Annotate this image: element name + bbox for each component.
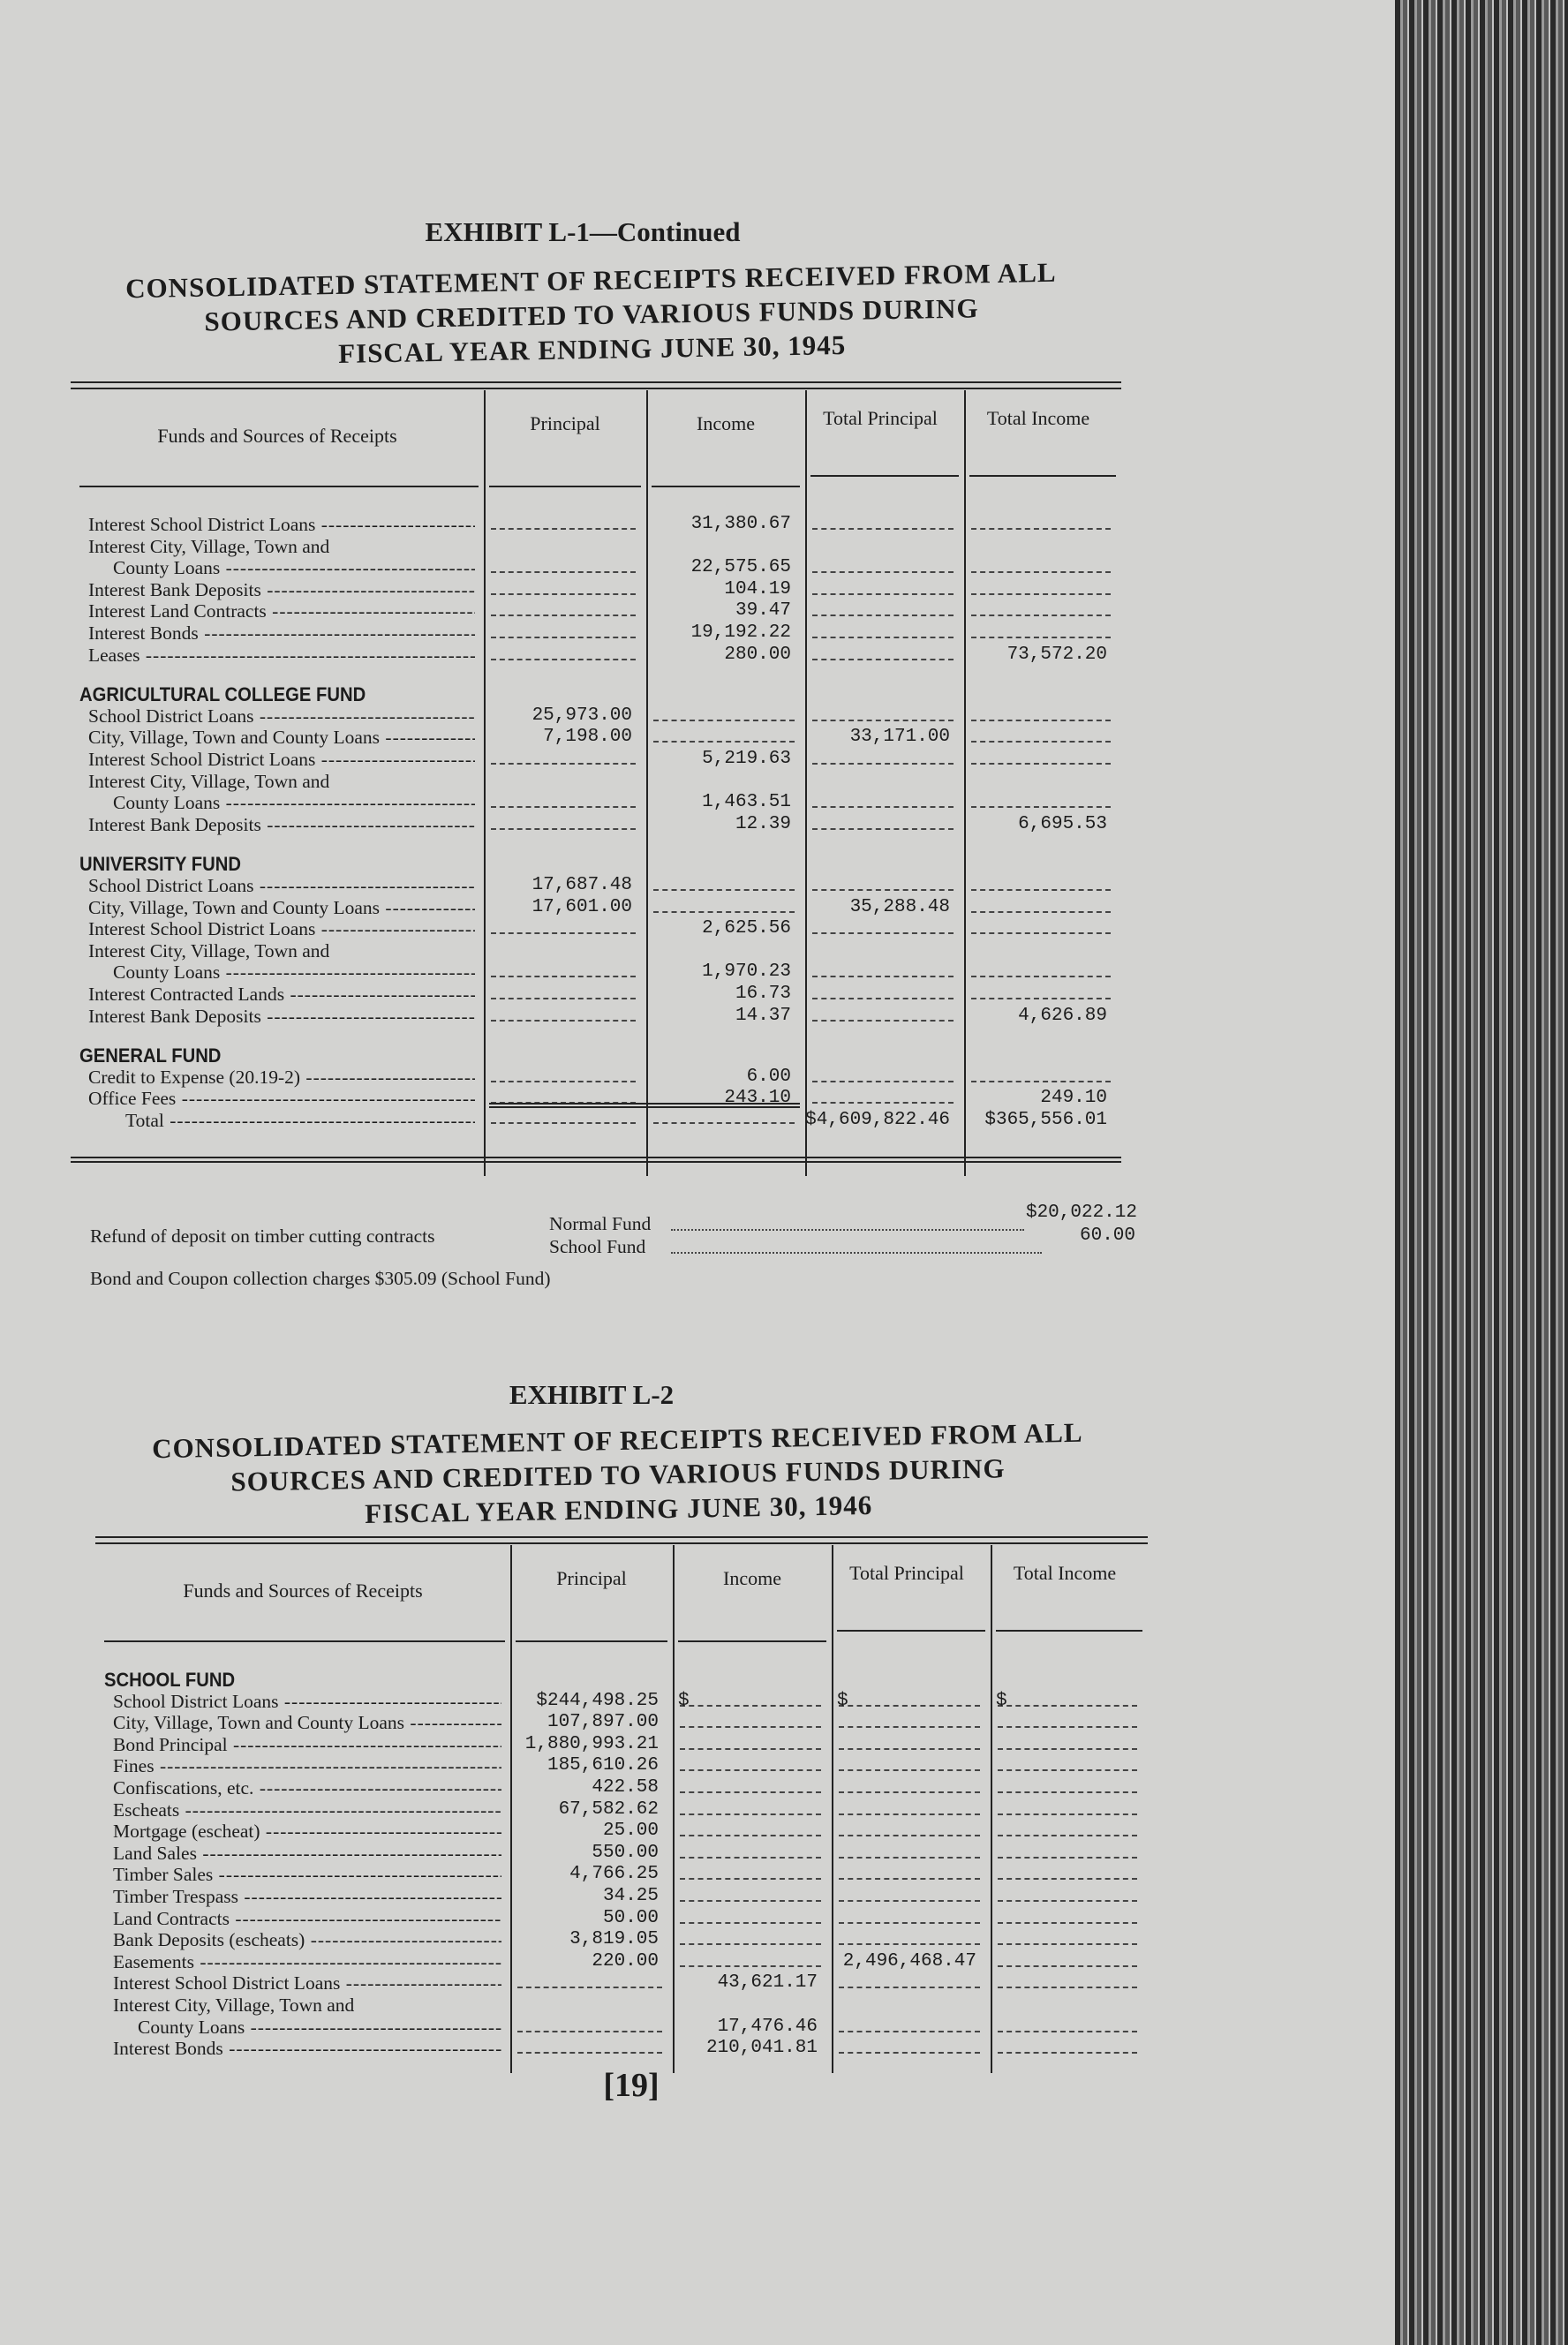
empty-cell-leader — [971, 976, 1111, 977]
row-label: Easements ----- — [113, 1951, 501, 1973]
title-line: FISCAL YEAR ENDING JUNE 30, 1946 — [364, 1489, 873, 1530]
empty-cell-leader — [971, 615, 1111, 616]
row-label: Confiscations, etc. ----- — [113, 1777, 501, 1799]
row-label: Fines ----- — [113, 1755, 501, 1777]
row-label: County Loans ----- — [113, 961, 475, 984]
table-row — [0, 984, 1413, 1005]
row-label: Interest Land Contracts ----- — [88, 600, 475, 622]
cell-principal: 25,973.00 — [531, 705, 632, 726]
table-row — [0, 940, 1413, 961]
fund-group-heading: SCHOOL FUND — [104, 1669, 236, 1691]
empty-cell-leader — [812, 615, 954, 616]
empty-cell-leader — [491, 637, 636, 638]
row-label: Interest School District Loans ----- — [88, 514, 475, 536]
total-rule — [489, 1106, 800, 1108]
empty-cell-leader — [971, 593, 1111, 595]
title-line: SOURCES AND CREDITED TO VARIOUS FUNDS DURING — [230, 1452, 1006, 1497]
table-bottom-rule — [71, 1161, 1121, 1163]
empty-cell-leader — [812, 806, 954, 808]
title-line: CONSOLIDATED STATEMENT OF RECEIPTS RECEIVED FROM ALL — [151, 1416, 1083, 1465]
empty-cell-leader — [839, 1878, 980, 1880]
table-row — [0, 1691, 1413, 1712]
table-row — [0, 1110, 1413, 1131]
fund-group-heading: GENERAL FUND — [79, 1044, 222, 1067]
normal-fund-amount: $20,022.12 — [1025, 1203, 1137, 1223]
table-row — [0, 1908, 1413, 1929]
empty-cell-leader — [998, 2031, 1137, 2032]
empty-cell-leader — [998, 1987, 1137, 1988]
cell-total-income: $365,556.01 — [984, 1110, 1107, 1130]
empty-cell-leader — [971, 932, 1111, 934]
table-row — [0, 1777, 1413, 1798]
header-underline — [810, 475, 959, 477]
empty-cell-leader — [839, 1943, 980, 1945]
header-total-principal: Total Principal — [849, 1562, 964, 1584]
empty-cell-leader — [998, 1943, 1137, 1945]
empty-cell-leader — [812, 932, 954, 934]
title-line: CONSOLIDATED STATEMENT OF RECEIPTS RECEIVED FROM ALL — [124, 256, 1057, 305]
normal-fund-label: Normal Fund — [549, 1213, 652, 1234]
header-income: Income — [723, 1567, 781, 1589]
table-row — [0, 1886, 1413, 1907]
empty-cell-leader — [680, 1791, 821, 1793]
cell-principal: 422.58 — [592, 1777, 659, 1798]
cell-income: 210,041.81 — [705, 2038, 818, 2059]
row-label: Interest City, Village, Town and — [113, 1994, 355, 2016]
empty-cell-leader — [812, 1020, 954, 1022]
empty-cell-leader — [971, 763, 1111, 765]
header-underline — [79, 486, 479, 487]
empty-cell-leader — [839, 1705, 980, 1707]
dollar-sign: $ — [837, 1690, 848, 1711]
dollar-sign: $ — [996, 1690, 1007, 1711]
empty-cell-leader — [812, 637, 954, 638]
header-total-principal: Total Principal — [823, 407, 938, 429]
cell-income: 243.10 — [724, 1088, 791, 1109]
row-label: County Loans ----- — [113, 557, 475, 579]
table-row — [0, 579, 1413, 600]
row-label: County Loans ----- — [113, 792, 475, 814]
fund-group-heading: UNIVERSITY FUND — [79, 853, 241, 876]
empty-cell-leader — [680, 1835, 821, 1836]
row-label: Interest City, Village, Town and — [88, 535, 330, 557]
cell-income: 6.00 — [746, 1066, 791, 1087]
fund-group-heading: AGRICULTURAL COLLEGE FUND — [79, 683, 366, 706]
empty-cell-leader — [812, 659, 954, 660]
header-underline — [489, 486, 641, 487]
empty-cell-leader — [491, 763, 636, 765]
empty-cell-leader — [491, 1122, 636, 1124]
empty-cell-leader — [491, 976, 636, 977]
row-label: Land Contracts ----- — [113, 1908, 501, 1930]
empty-cell-leader — [998, 1900, 1137, 1902]
table-row — [0, 622, 1413, 644]
empty-cell-leader — [680, 1705, 821, 1707]
row-label: Credit to Expense (20.19-2) ----- — [88, 1067, 475, 1089]
cell-principal: 34.25 — [602, 1886, 659, 1906]
empty-cell-leader — [491, 806, 636, 808]
cell-income: 280.00 — [724, 644, 791, 665]
table-row — [0, 1712, 1413, 1733]
cell-income: 104.19 — [724, 578, 791, 599]
empty-cell-leader — [680, 1769, 821, 1771]
exhibit-title — [52, 253, 1131, 375]
row-label: County Loans ----- — [138, 2017, 501, 2039]
cell-total-principal: $4,609,822.46 — [805, 1110, 950, 1130]
empty-cell-leader — [653, 720, 795, 721]
row-label: City, Village, Town and County Loans ----- — [88, 897, 475, 919]
table-row — [0, 600, 1413, 622]
row-label: Timber Sales ----- — [113, 1864, 501, 1886]
empty-cell-leader — [812, 1081, 954, 1082]
table-row — [0, 1799, 1413, 1821]
table-row — [0, 792, 1413, 813]
cell-total-income: 4,626.89 — [1018, 1005, 1107, 1026]
empty-cell-leader — [971, 528, 1111, 530]
empty-cell-leader — [812, 976, 954, 977]
row-label: Bond Principal ----- — [113, 1734, 501, 1756]
empty-cell-leader — [680, 1726, 821, 1728]
empty-cell-leader — [998, 1965, 1137, 1967]
row-label: Interest City, Village, Town and — [88, 770, 330, 792]
bond-coupon-note: Bond and Coupon collection charges $305.09 (School Fund) — [90, 1268, 551, 1289]
empty-cell-leader — [971, 998, 1111, 999]
cell-income: 22,575.65 — [690, 557, 791, 578]
table-row — [0, 727, 1413, 748]
empty-cell-leader — [839, 2052, 980, 2054]
table-row — [0, 1734, 1413, 1755]
empty-cell-leader — [839, 1922, 980, 1924]
table-row — [0, 918, 1413, 939]
empty-cell-leader — [680, 1857, 821, 1859]
table-row — [0, 1929, 1413, 1950]
empty-cell-leader — [491, 593, 636, 595]
table-rule — [95, 1536, 1148, 1538]
table-row — [0, 705, 1413, 727]
empty-cell-leader — [839, 1987, 980, 1988]
empty-cell-leader — [491, 828, 636, 830]
cell-principal: 185,610.26 — [547, 1755, 659, 1776]
cell-principal: 50.00 — [602, 1907, 659, 1928]
cell-income: 14.37 — [735, 1005, 791, 1026]
cell-income: 31,380.67 — [690, 514, 791, 534]
empty-cell-leader — [971, 741, 1111, 743]
cell-principal: 107,897.00 — [547, 1712, 659, 1733]
table-bottom-rule — [71, 1157, 1121, 1158]
header-underline — [969, 475, 1116, 477]
table-rule — [71, 381, 1121, 383]
empty-cell-leader — [839, 1813, 980, 1815]
empty-cell-leader — [491, 659, 636, 660]
empty-cell-leader — [653, 889, 795, 891]
empty-cell-leader — [680, 1922, 821, 1924]
empty-cell-leader — [517, 2031, 662, 2032]
row-label: City, Village, Town and County Loans ----- — [113, 1712, 501, 1734]
cell-principal: 220.00 — [592, 1950, 659, 1972]
row-label: Leases ----- — [88, 645, 475, 667]
empty-cell-leader — [839, 2031, 980, 2032]
table-row — [0, 2017, 1413, 2038]
cell-principal: 4,766.25 — [569, 1864, 659, 1885]
header-income: Income — [697, 412, 755, 434]
cell-income: 17,476.46 — [717, 2016, 818, 2037]
empty-cell-leader — [812, 889, 954, 891]
header-underline — [516, 1640, 667, 1642]
row-label: Total ----- — [125, 1110, 475, 1132]
row-label: Interest Bank Deposits ----- — [88, 579, 475, 601]
title-line: FISCAL YEAR ENDING JUNE 30, 1945 — [337, 328, 847, 370]
empty-cell-leader — [812, 528, 954, 530]
empty-cell-leader — [491, 932, 636, 934]
table-row — [0, 2038, 1413, 2059]
page-number: [19] — [603, 2067, 660, 2104]
header-funds: Funds and Sources of Receipts — [183, 1580, 423, 1602]
row-label: Interest Contracted Lands ----- — [88, 984, 475, 1006]
empty-cell-leader — [491, 1020, 636, 1022]
empty-cell-leader — [998, 1835, 1137, 1836]
table-rule — [95, 1542, 1148, 1544]
empty-cell-leader — [812, 720, 954, 721]
row-label: Land Sales ----- — [113, 1843, 501, 1865]
row-label: School District Loans ----- — [88, 875, 475, 897]
header-principal: Principal — [530, 412, 600, 434]
empty-cell-leader — [680, 1813, 821, 1815]
table-row — [0, 875, 1413, 896]
row-label: Interest Bank Deposits ----- — [88, 814, 475, 836]
table-row — [0, 1972, 1413, 1994]
empty-cell-leader — [653, 911, 795, 913]
cell-total-principal: 33,171.00 — [849, 727, 950, 748]
header-underline — [678, 1640, 826, 1642]
cell-income: 1,463.51 — [702, 792, 791, 813]
table-row — [0, 749, 1413, 770]
empty-cell-leader — [653, 741, 795, 743]
exhibit-heading: EXHIBIT L-2 — [509, 1379, 675, 1410]
empty-cell-leader — [491, 615, 636, 616]
empty-cell-leader — [998, 1922, 1137, 1924]
empty-cell-leader — [812, 1102, 954, 1104]
cell-income: 39.47 — [735, 600, 791, 622]
cell-total-income: 6,695.53 — [1018, 813, 1107, 834]
row-label: Bank Deposits (escheats) ----- — [113, 1929, 501, 1951]
empty-cell-leader — [971, 637, 1111, 638]
header-underline — [104, 1640, 505, 1642]
empty-cell-leader — [998, 1857, 1137, 1859]
table-row — [0, 771, 1413, 792]
cell-total-principal: 35,288.48 — [849, 896, 950, 917]
table-row — [0, 897, 1413, 918]
table-row — [0, 557, 1413, 578]
refund-label: Refund of deposit on timber cutting contracts — [90, 1225, 435, 1247]
page-edges — [1395, 0, 1568, 2345]
row-label: Office Fees ----- — [88, 1088, 475, 1110]
school-fund-label: School Fund — [549, 1236, 646, 1257]
cell-income: 16.73 — [735, 984, 791, 1004]
empty-cell-leader — [971, 720, 1111, 721]
empty-cell-leader — [839, 1769, 980, 1771]
empty-cell-leader — [517, 1987, 662, 1988]
table-row — [0, 1067, 1413, 1088]
empty-cell-leader — [812, 571, 954, 573]
row-label: Mortgage (escheat) ----- — [113, 1821, 501, 1843]
table-row — [0, 1821, 1413, 1842]
cell-total-income: 249.10 — [1040, 1088, 1107, 1109]
empty-cell-leader — [680, 1943, 821, 1945]
empty-cell-leader — [971, 911, 1111, 913]
empty-cell-leader — [998, 2052, 1137, 2054]
table-row — [0, 1864, 1413, 1885]
table-row — [0, 1006, 1413, 1027]
header-underline — [996, 1630, 1142, 1632]
empty-cell-leader — [998, 1813, 1137, 1815]
empty-cell-leader — [812, 593, 954, 595]
empty-cell-leader — [491, 571, 636, 573]
row-label: Interest Bank Deposits ----- — [88, 1006, 475, 1028]
row-label: School District Loans ----- — [88, 705, 475, 728]
empty-cell-leader — [998, 1791, 1137, 1793]
empty-cell-leader — [839, 1748, 980, 1750]
table-row — [0, 1843, 1413, 1864]
cell-principal: 550.00 — [592, 1842, 659, 1863]
cell-total-principal: 2,496,468.47 — [842, 1950, 976, 1972]
title-line: SOURCES AND CREDITED TO VARIOUS FUNDS DURING — [204, 292, 979, 337]
cell-principal: 7,198.00 — [543, 727, 632, 748]
empty-cell-leader — [998, 1705, 1137, 1707]
exhibit-heading: EXHIBIT L-1—Continued — [425, 216, 741, 247]
table-row — [0, 1994, 1413, 2016]
empty-cell-leader — [971, 1081, 1111, 1082]
empty-cell-leader — [839, 1857, 980, 1859]
header-underline — [837, 1630, 985, 1632]
empty-cell-leader — [971, 806, 1111, 808]
row-label: Interest School District Loans ----- — [88, 918, 475, 940]
table-row — [0, 1951, 1413, 1972]
dollar-sign: $ — [678, 1690, 690, 1711]
cell-income: 43,621.17 — [717, 1972, 818, 1994]
header-funds: Funds and Sources of Receipts — [157, 425, 397, 447]
row-label: Interest Bonds ----- — [88, 622, 475, 645]
empty-cell-leader — [653, 1122, 795, 1124]
row-label: Interest School District Loans ----- — [88, 749, 475, 771]
empty-cell-leader — [971, 571, 1111, 573]
header-total-income: Total Income — [1013, 1562, 1117, 1584]
empty-cell-leader — [839, 1726, 980, 1728]
table-row — [0, 514, 1413, 535]
table-row — [0, 1755, 1413, 1776]
header-principal: Principal — [556, 1567, 627, 1589]
cell-income: 1,970.23 — [702, 961, 791, 983]
row-label: Interest School District Loans ----- — [113, 1972, 501, 1994]
header-total-income: Total Income — [986, 407, 1090, 429]
cell-principal: 17,601.00 — [531, 896, 632, 917]
table-rule — [71, 388, 1121, 389]
empty-cell-leader — [491, 998, 636, 999]
empty-cell-leader — [998, 1769, 1137, 1771]
empty-cell-leader — [680, 1900, 821, 1902]
leader — [671, 1252, 1042, 1254]
school-fund-amount: 60.00 — [1079, 1225, 1135, 1246]
cell-income: 12.39 — [735, 813, 791, 834]
table-row — [0, 536, 1413, 557]
total-rule — [489, 1103, 800, 1105]
row-label: Escheats ----- — [113, 1799, 501, 1821]
empty-cell-leader — [998, 1748, 1137, 1750]
cell-principal: 1,880,993.21 — [524, 1733, 659, 1754]
cell-principal: 17,687.48 — [531, 875, 632, 895]
empty-cell-leader — [812, 828, 954, 830]
empty-cell-leader — [812, 763, 954, 765]
cell-principal: $244,498.25 — [536, 1690, 659, 1711]
empty-cell-leader — [998, 1726, 1137, 1728]
empty-cell-leader — [812, 998, 954, 999]
empty-cell-leader — [491, 1081, 636, 1082]
cell-income: 2,625.56 — [702, 918, 791, 939]
cell-total-income: 73,572.20 — [1006, 644, 1107, 665]
empty-cell-leader — [517, 2052, 662, 2054]
row-label: Interest City, Village, Town and — [88, 939, 330, 961]
table-row — [0, 814, 1413, 835]
cell-income: 5,219.63 — [702, 749, 791, 769]
empty-cell-leader — [680, 1748, 821, 1750]
cell-principal: 25.00 — [602, 1821, 659, 1842]
empty-cell-leader — [680, 1878, 821, 1880]
empty-cell-leader — [680, 1965, 821, 1967]
header-underline — [652, 486, 800, 487]
empty-cell-leader — [491, 528, 636, 530]
empty-cell-leader — [971, 889, 1111, 891]
cell-principal: 67,582.62 — [558, 1798, 659, 1820]
table-row — [0, 645, 1413, 666]
empty-cell-leader — [839, 1835, 980, 1836]
empty-cell-leader — [998, 1878, 1137, 1880]
row-label: School District Loans ----- — [113, 1691, 501, 1713]
leader — [671, 1229, 1024, 1231]
cell-principal: 3,819.05 — [569, 1929, 659, 1950]
empty-cell-leader — [839, 1791, 980, 1793]
cell-income: 19,192.22 — [690, 622, 791, 643]
exhibit-title — [79, 1414, 1157, 1535]
row-label: City, Village, Town and County Loans ----- — [88, 727, 475, 749]
empty-cell-leader — [839, 1900, 980, 1902]
row-label: Timber Trespass ----- — [113, 1886, 501, 1908]
row-label: Interest Bonds ----- — [113, 2038, 501, 2060]
table-row — [0, 961, 1413, 983]
